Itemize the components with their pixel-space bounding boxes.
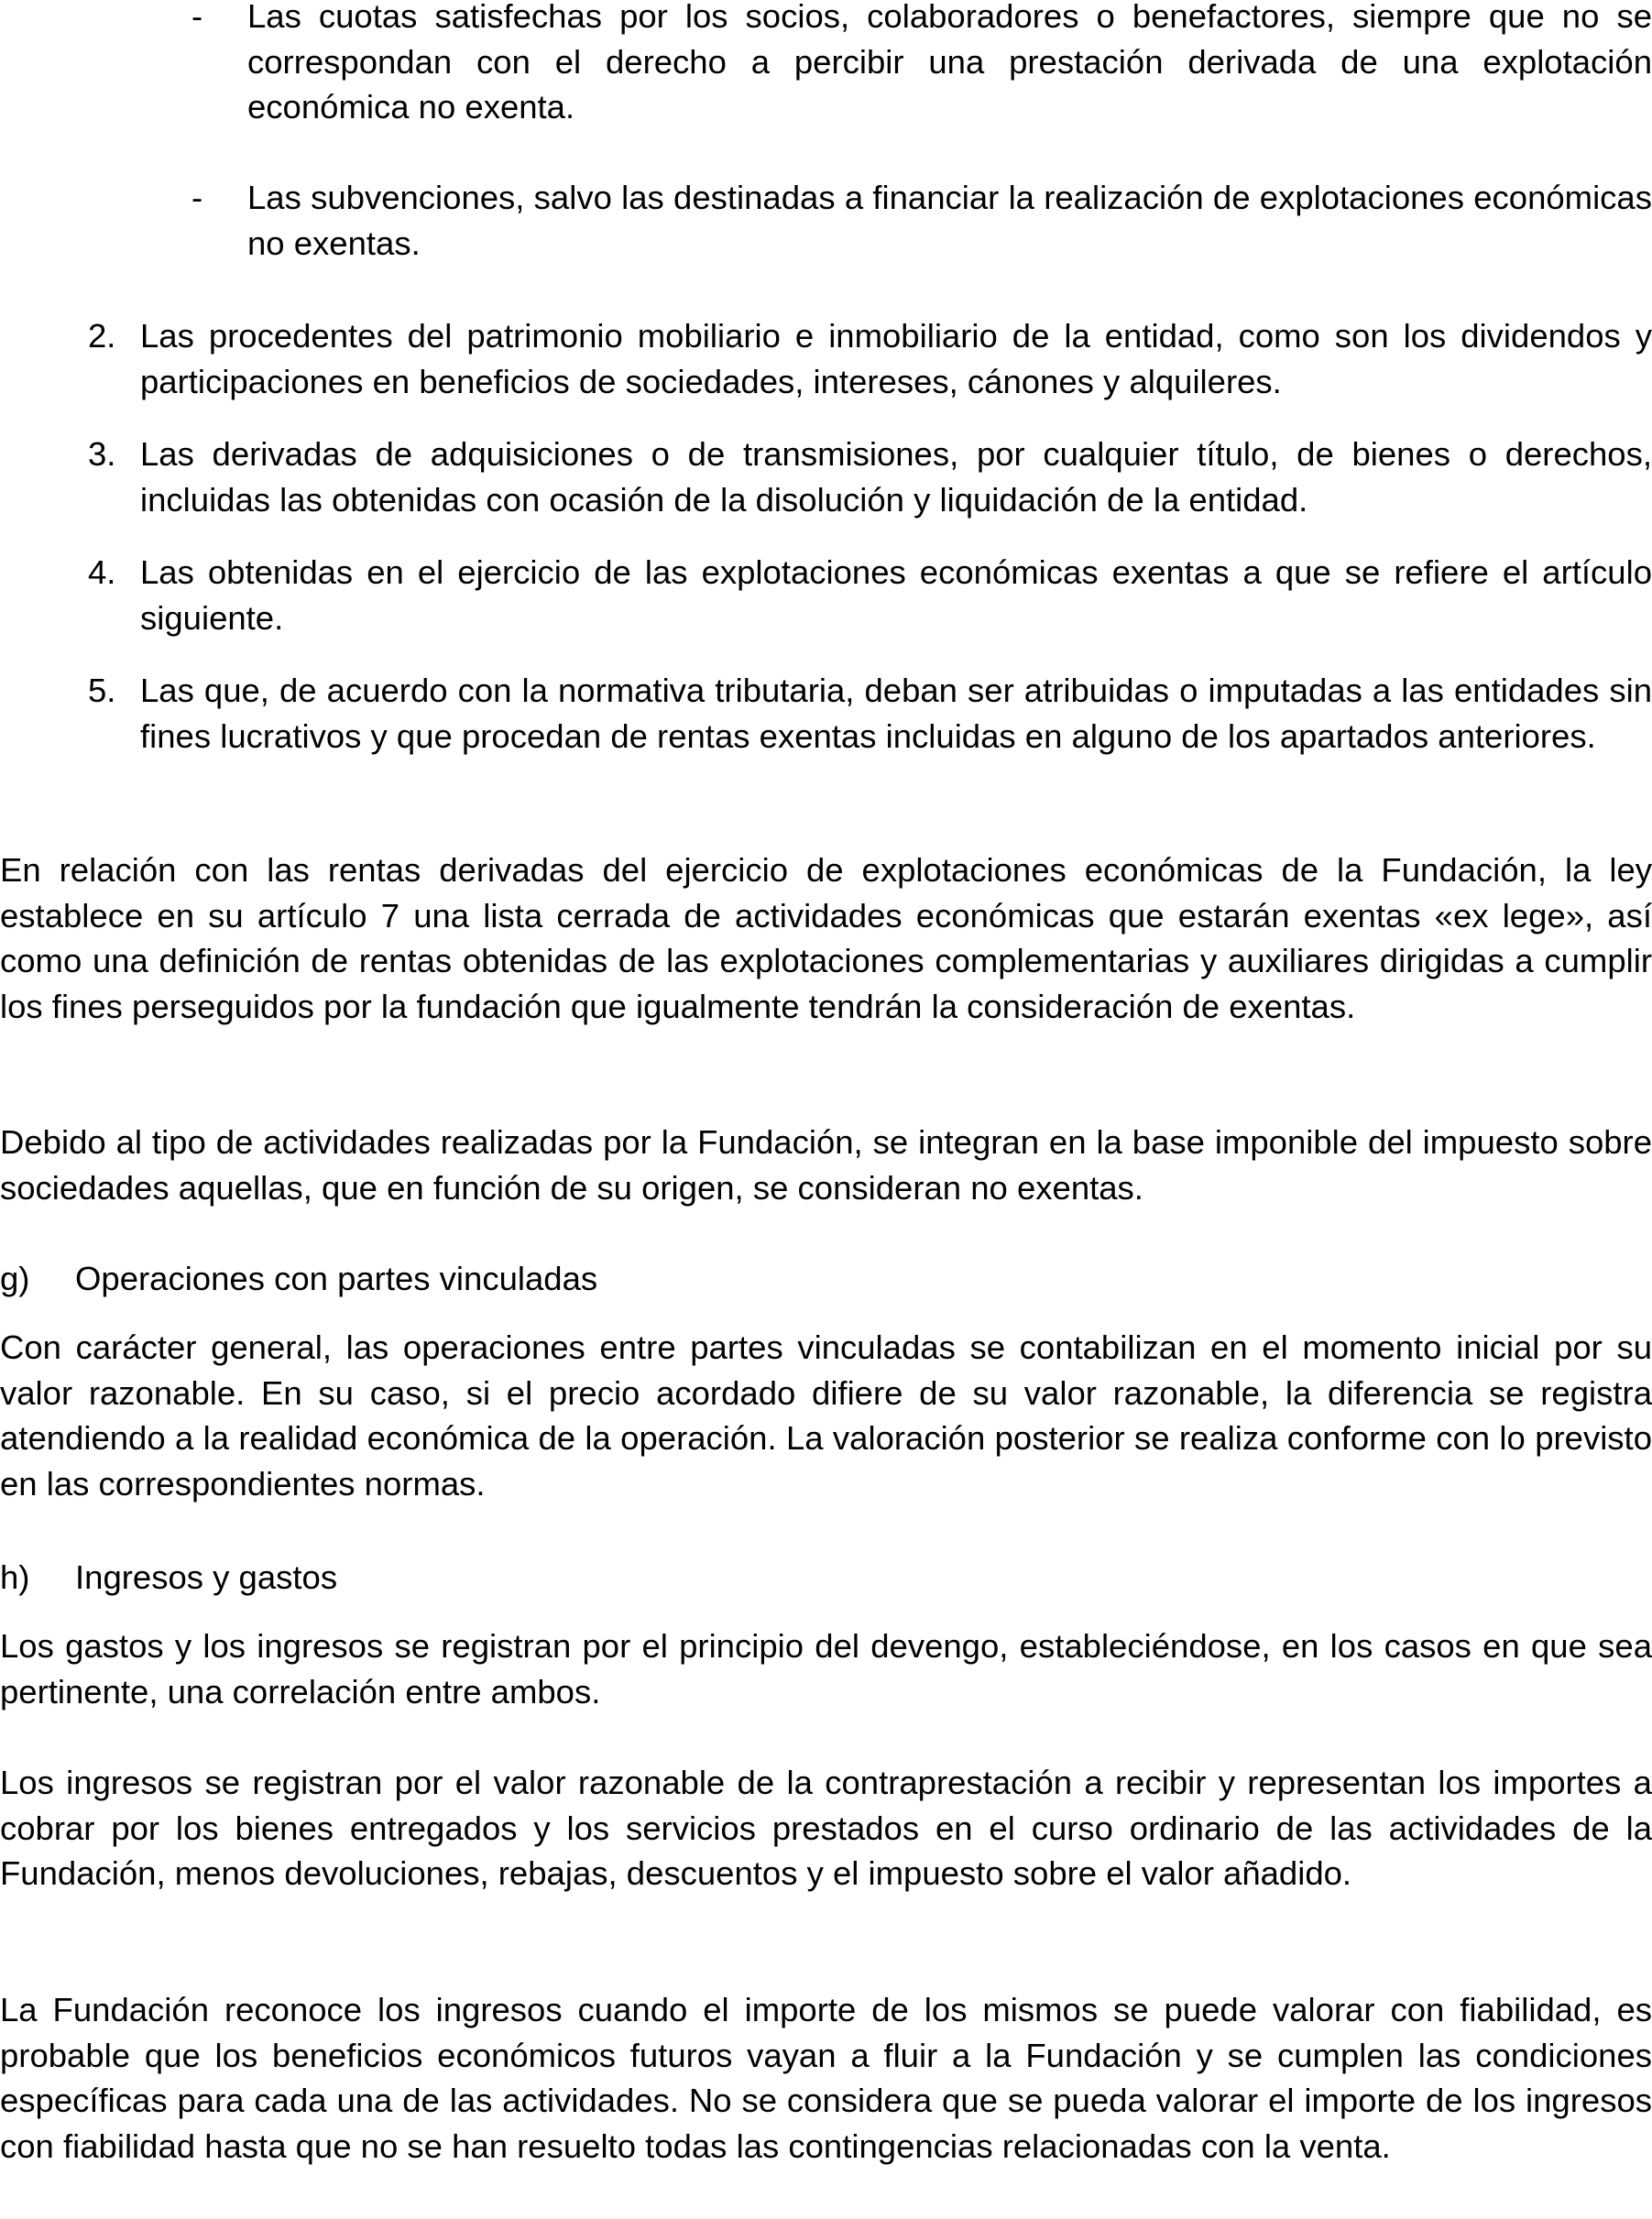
item-text: Las obtenidas en el ejercicio de las explotaciones económicas exentas a que se refiere el artículo siguiente.	[140, 553, 1652, 637]
item-number: 4.	[88, 553, 116, 591]
sub-item-marker: -	[191, 0, 203, 35]
heading-letter: h)	[0, 1558, 30, 1596]
paragraph-debido: Debido al tipo de actividades realizadas por la Fundación, se integran en la base imponible del impuesto sobre sociedades aquellas, que en función de su origen, se consideran no exentas.	[0, 1123, 1652, 1207]
item-text: Las procedentes del patrimonio mobiliario e inmobiliario de la entidad, como son los dividendos y participaciones en beneficios de sociedades, intereses, cánones y alquileres.	[140, 317, 1652, 400]
item-number: 5.	[88, 672, 116, 709]
item-number: 3.	[88, 435, 116, 473]
sub-item-text: Las subvenciones, salvo las destinadas a financiar la realización de explotaciones económicas no exentas.	[247, 179, 1652, 262]
heading-title: Operaciones con partes vinculadas	[75, 1260, 598, 1297]
paragraph-vinculadas: Con carácter general, las operaciones entre partes vinculadas se contabilizan en el momento inicial por su valor razonable. En su caso, si el precio acordado difiere de su valor razonable, la diferencia se registra atendiendo a la realidad económica de la operación. La valoración posterior se realiza conforme con lo previsto en las correspondientes normas.	[0, 1328, 1652, 1503]
item-text: Las que, de acuerdo con la normativa tributaria, deban ser atribuidas o imputadas a las entidades sin fines lucrativos y que procedan de rentas exentas incluidas en alguno de los apartados anteriores.	[140, 672, 1652, 755]
sub-item-marker: -	[191, 179, 203, 216]
sub-item-text: Las cuotas satisfechas por los socios, colaboradores o benefactores, siempre que no se correspondan con el derecho a percibir una prestación derivada de una explotación económica no exenta.	[247, 0, 1652, 126]
paragraph-devengo: Los gastos y los ingresos se registran por el principio del devengo, estableciéndose, en los casos en que sea pertinente, una correlación entre ambos.	[0, 1627, 1652, 1711]
item-number: 2.	[88, 317, 116, 355]
paragraph-reconoce: La Fundación reconoce los ingresos cuando el importe de los mismos se puede valorar con fiabilidad, es probable que los beneficios económicos futuros vayan a fluir a la Fundación y se cumplen las condiciones específicas para cada una de las actividades. No se considera que se pueda valorar el importe de los ingresos con fiabilidad hasta que no se han resuelto todas las contingencias relacionadas con la venta.	[0, 1991, 1652, 2165]
paragraph-ingresos: Los ingresos se registran por el valor razonable de la contraprestación a recibir y representan los importes a cobrar por los bienes entregados y los servicios prestados en el curso ordinario de las actividades de la Fundación, menos devoluciones, rebajas, descuentos y el impuesto sobre el valor añadido.	[0, 1764, 1652, 1892]
item-text: Las derivadas de adquisiciones o de transmisiones, por cualquier título, de bienes o derechos, incluidas las obtenidas con ocasión de la disolución y liquidación de la entidad.	[140, 435, 1652, 519]
paragraph-rentas: En relación con las rentas derivadas del ejercicio de explotaciones económicas de la Fundación, la ley establece en su artículo 7 una lista cerrada de actividades económicas que estarán exentas «ex lege», así como una definición de rentas obtenidas de las explotaciones complementarias y auxiliares dirigidas a cumplir los fines perseguidos por la fundación que igualmente tendrán la consideración de exentas.	[0, 851, 1652, 1025]
heading-title: Ingresos y gastos	[75, 1558, 338, 1596]
heading-letter: g)	[0, 1260, 30, 1297]
